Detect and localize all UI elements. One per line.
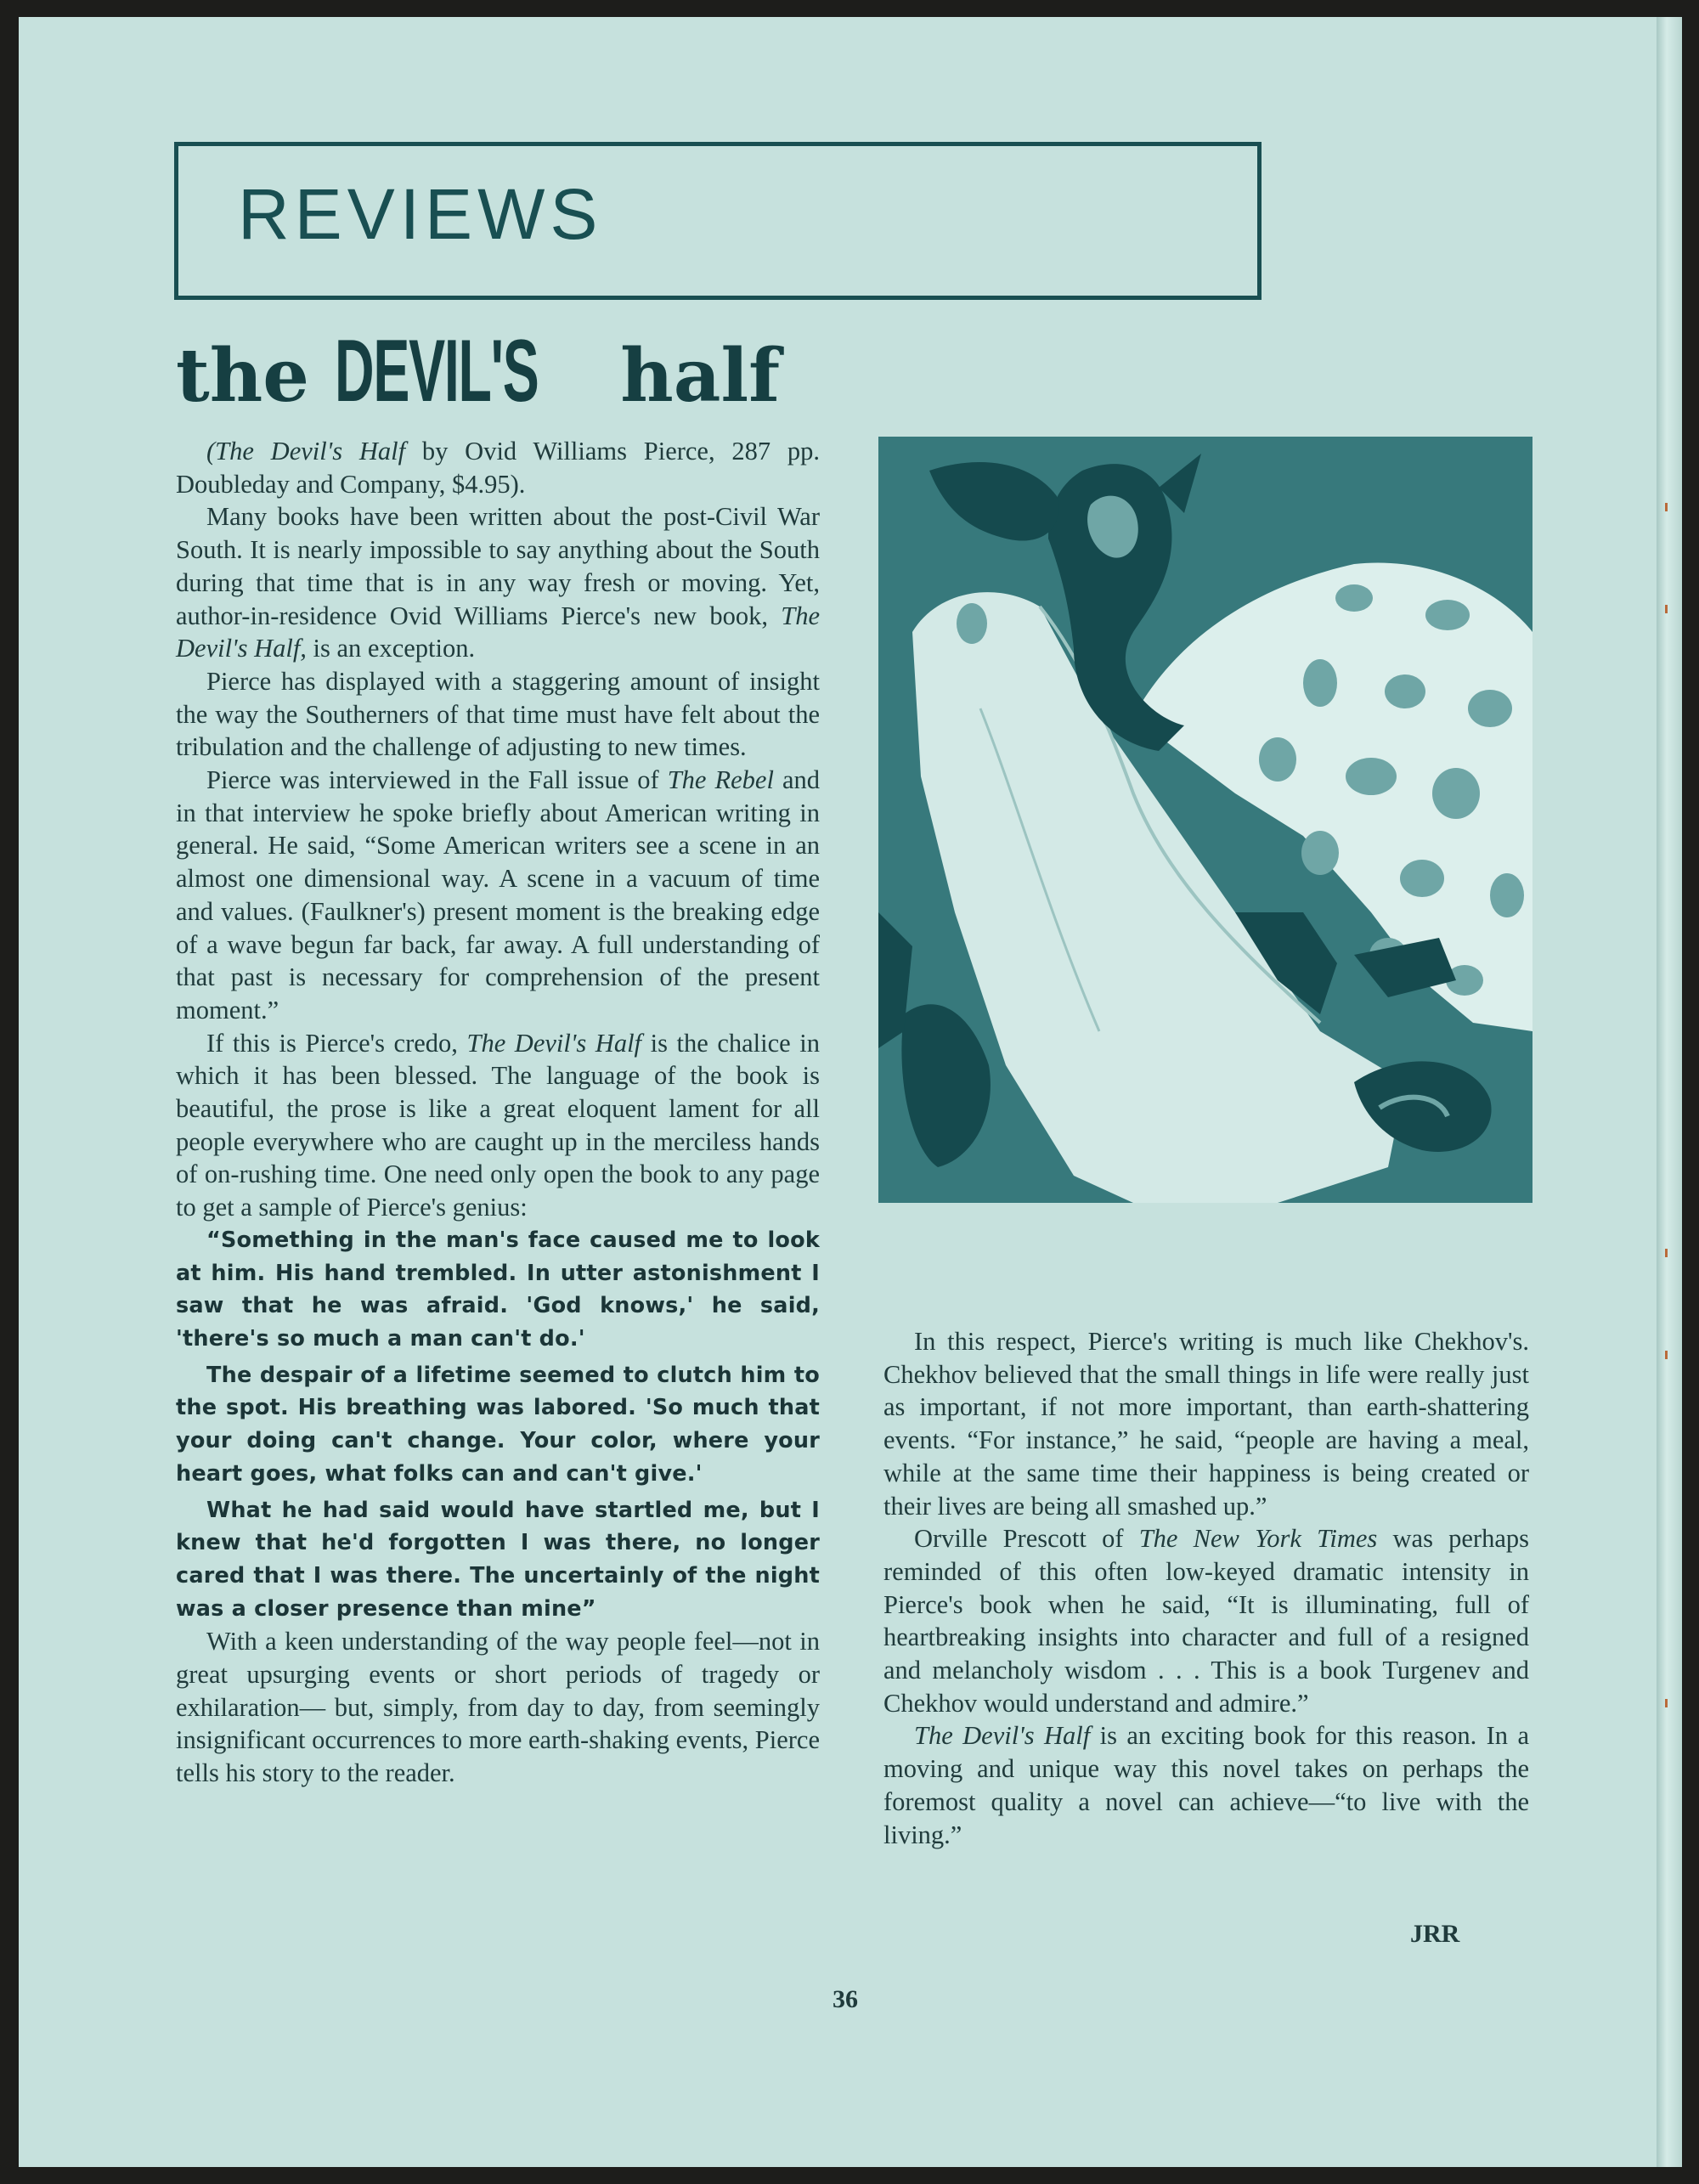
quote-2: The despair of a lifetime seemed to clutch him to the spot. His breathing was labored. 'So much that your doing can't change. Your color, where your heart goes, what folks can and can't give.' <box>176 1362 820 1487</box>
paragraph-4-italic: The Devil's Half <box>466 1028 642 1058</box>
citation-title: (The Devil's Half <box>206 437 406 466</box>
page-number: 36 <box>833 1985 858 2013</box>
paragraph-1-end: is an exception. <box>306 634 476 663</box>
headline-devils: DEVIL'S <box>334 322 539 420</box>
paragraph-4-start: If this is Pierce's credo, <box>206 1028 467 1058</box>
paragraph-3-italic: The Rebel <box>667 765 774 795</box>
quote-3: What he had said would have startled me, but I knew that he'd forgotten I was there, no longer cared that I was there. The uncertainly of the night was a closer presence than mine” <box>176 1497 820 1622</box>
paragraph-3-start: Pierce was interviewed in the Fall issue of <box>206 765 668 795</box>
right-paragraph-2 <box>883 1522 1529 1719</box>
citation <box>176 435 820 500</box>
paragraph-1-text: Many books have been written about the post-Civil War South. It is nearly impossible to say anything about the South during that time that is in any way fresh or moving. Yet, author-in-residence Ovid Williams Pierce's new book, <box>176 502 820 630</box>
section-title: REVIEWS <box>238 174 603 254</box>
page-edge <box>1657 17 1682 2167</box>
author-signature: JRR <box>1410 1920 1460 1948</box>
right-paragraph-2-start: Orville Prescott of <box>914 1524 1139 1554</box>
right-paragraph-2-italic: The New York Times <box>1138 1524 1378 1554</box>
paragraph-3 <box>176 764 820 1027</box>
right-paragraph-2-end: was perhaps reminded of this often low-keyed dramatic intensity in Pierce's book when he said, “It is illuminating, full of heartbreaking insights into character and full of a resigned and melancholy wisdom . . . This is a book Turgenev and Chekhov would understand and admire.” <box>883 1524 1529 1718</box>
left-column <box>176 435 820 1790</box>
devil-figure-illustration <box>878 437 1532 1203</box>
paragraph-5: With a keen understanding of the way people feel—not in great upsurging events or short periods of tragedy or exhilaration— but, simply, from day to day, from seemingly insignificant occurrences to more earth-shaking events, Pierce tells his story to the reader. <box>176 1627 820 1788</box>
right-paragraph-3-end: is an exciting book for this reason. In a moving and unique way this novel takes on perhaps the foremost quality a novel can achieve—“to live with the living.” <box>883 1721 1529 1849</box>
paragraph-1-italic: The Devil's Half, <box>176 601 820 663</box>
right-paragraph-3 <box>883 1719 1529 1851</box>
section-header-box <box>174 142 1262 300</box>
citation-details: by Ovid Williams Pierce, 287 pp. Doubleday and Company, $4.95). <box>176 437 821 499</box>
headline-half: half <box>595 333 781 419</box>
paragraph-4 <box>176 1027 820 1224</box>
headline-the: the <box>176 333 335 419</box>
right-paragraph-3-italic: The Devil's Half <box>914 1721 1091 1751</box>
article-headline <box>176 322 781 420</box>
paragraph-1 <box>176 500 820 665</box>
paragraph-3-end: and in that interview he spoke briefly about American writing in general. He said, “Some American writers see a scene in an almost one dimensional way. A scene in a vacuum of time and values. (Faulkner's) present moment is the breaking edge of a wave begun far back, far away. A full understanding of that past is necessary for comprehension of the present moment.” <box>176 765 820 1024</box>
right-column <box>883 1325 1529 1851</box>
paragraph-2: Pierce has displayed with a staggering amount of insight the way the Southerners of that time must have felt about the tribulation and the challenge of adjusting to new times. <box>176 666 820 762</box>
paragraph-4-end: is the chalice in which it has been blessed. The language of the book is beautiful, the prose is like a great eloquent lament for all people everywhere who are caught up in the merciless hands of on-rushing time. One need only open the book to any page to get a sample of Pierce's genius: <box>176 1028 820 1222</box>
quote-1: “Something in the man's face caused me to look at him. His hand trembled. In utter astonishment I saw that he was afraid. 'God knows,' he said, 'there's so much a man can't do.' <box>176 1227 820 1352</box>
right-paragraph-1: In this respect, Pierce's writing is much like Chekhov's. Chekhov believed that the small things in life were really just as important, if not more important, than earth-shattering events. “For instance,” he said, “people are having a meal, while at the same time their happiness is being created or their lives are being all smashed up.” <box>883 1327 1529 1521</box>
